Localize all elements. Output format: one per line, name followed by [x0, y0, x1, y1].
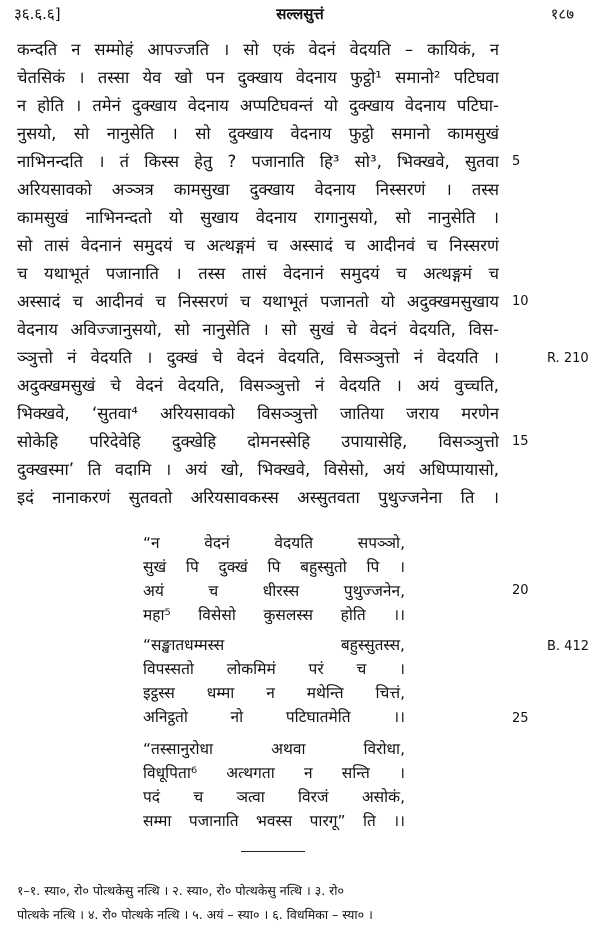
- section-reference: ३६.६.६]: [14, 5, 61, 23]
- text-line: इदं नानाकरणं सुतवतो अरियसावकस्स अस्सुतवता पुथुज्जनेना ति ।: [17, 488, 499, 507]
- text-line: चेतसिकं । तस्सा येव खो पन दुक्खाय वेदनाय फुट्ठो¹ समानो² पटिघवा: [17, 68, 499, 87]
- text-line: अरियसावको अञ्ञत्र कामसुखा दुक्खाय वेदनाय निस्सरणं । तस्स: [17, 180, 499, 199]
- page-title: सल्लसुत्तं: [276, 5, 324, 23]
- text-line: अस्सादं च आदीनवं च निस्सरणं च यथाभूतं पजानतो यो अदुक्खमसुखाय: [17, 292, 499, 311]
- verse-line: महा⁵ विसेसो कुसलस्स होति ।।: [143, 606, 405, 624]
- text-line: सोकेहि परिदेवेहि दुक्खेहि दोमनस्सेहि उपायासेहि, विसञ्ञुत्तो: [17, 432, 499, 451]
- verse-line: “तस्सानुरोधा अथवा विरोधा,: [143, 740, 405, 758]
- text-line: न होति । तमेनं दुक्खाय वेदनाय अप्पटिघवन्तं यो दुक्खाय वेदनाय पटिघा-: [17, 96, 499, 115]
- verse-line: अनिट्ठतो नो पटिघातमेति ।।: [143, 708, 405, 726]
- verse-line: सम्मा पजानाति भवस्स पारगू” ति ।।: [143, 812, 405, 830]
- text-line: सो तासं वेदनानं समुदयं च अत्थङ्गमं च अस्सादं च आदीनवं च निस्सरणं: [17, 236, 499, 255]
- footnote-divider: [241, 851, 305, 852]
- verse-line: अयं च धीरस्स पुथुज्जनेन,: [143, 582, 405, 600]
- text-line: कामसुखं नाभिनन्दतो यो सुखाय वेदनाय रागानुसयो, सो नानुसेति ।: [17, 208, 499, 227]
- text-line: च यथाभूतं पजानाति । तस्स तासं वेदनानं समुदयं च अत्थङ्गमं च: [17, 264, 499, 283]
- edition-page-ref: B. 412: [547, 639, 589, 654]
- text-line: कन्दति न सम्मोहं आपज्जति । सो एकं वेदनं वेदयति – कायिकं, न: [17, 40, 499, 59]
- line-number: 5: [512, 154, 521, 169]
- line-number: 25: [512, 711, 529, 726]
- text-line: नुसयो, सो नानुसेति । सो दुक्खाय वेदनाय फुट्ठो समानो कामसुखं: [17, 124, 499, 143]
- verse-line: पदं च ञत्वा विरजं असोकं,: [143, 788, 405, 806]
- text-line: नाभिनन्दति । तं किस्स हेतु ? पजानाति हि³ सो³, भिक्खवे, सुतवा: [17, 152, 499, 171]
- line-number: 15: [512, 434, 529, 449]
- text-line: ञ्ञुत्तो नं वेदयति । दुक्खं चे वेदनं वेदयति, विसञ्ञुत्तो नं वेदयति ।: [17, 348, 499, 367]
- text-line: वेदनाय अविज्जानुसयो, सो नानुसेति । सो सुखं चे वेदनं वेदयति, विस-: [17, 320, 499, 339]
- edition-page-ref: R. 210: [547, 351, 589, 366]
- verse-line: इट्ठस्स धम्मा न मथेन्ति चित्तं,: [143, 684, 405, 702]
- text-line: अदुक्खमसुखं चे वेदनं वेदयति, विसञ्ञुत्तो नं वेदयति । अयं वुच्चति,: [17, 376, 499, 395]
- footnote-line: पोत्थके नत्थि । ४. रो० पोत्थके नत्थि । ५. अयं – स्या० । ६. विधमिका – स्या० ।: [17, 907, 373, 922]
- verse-line: “सङ्खातधम्मस्स बहुस्सुतस्स,: [143, 636, 405, 654]
- verse-line: सुखं पि दुक्खं पि बहुस्सुतो पि ।: [143, 558, 405, 576]
- footnote-line: १–१. स्या०, रो० पोत्थकेसु नत्थि । २. स्या०, रो० पोत्थकेसु नत्थि । ३. रो०: [17, 883, 345, 898]
- page-number: १८७: [550, 5, 574, 23]
- text-line: भिक्खवे, ‘सुतवा⁴ अरियसावको विसञ्ञुत्तो जातिया जराय मरणेन: [17, 404, 499, 423]
- line-number: 20: [512, 583, 529, 598]
- verse-line: “न वेदनं वेदयति सपञ्ञो,: [143, 534, 405, 552]
- verse-line: विधूपिता⁶ अत्थगता न सन्ति ।: [143, 764, 405, 782]
- running-header: [14, 4, 586, 28]
- verse-line: विपस्सतो लोकमिमं परं च ।: [143, 660, 405, 678]
- line-number: 10: [512, 294, 529, 309]
- text-line: दुक्खस्मा’ ति वदामि । अयं खो, भिक्खवे, विसेसो, अयं अधिप्पायासो,: [17, 460, 499, 479]
